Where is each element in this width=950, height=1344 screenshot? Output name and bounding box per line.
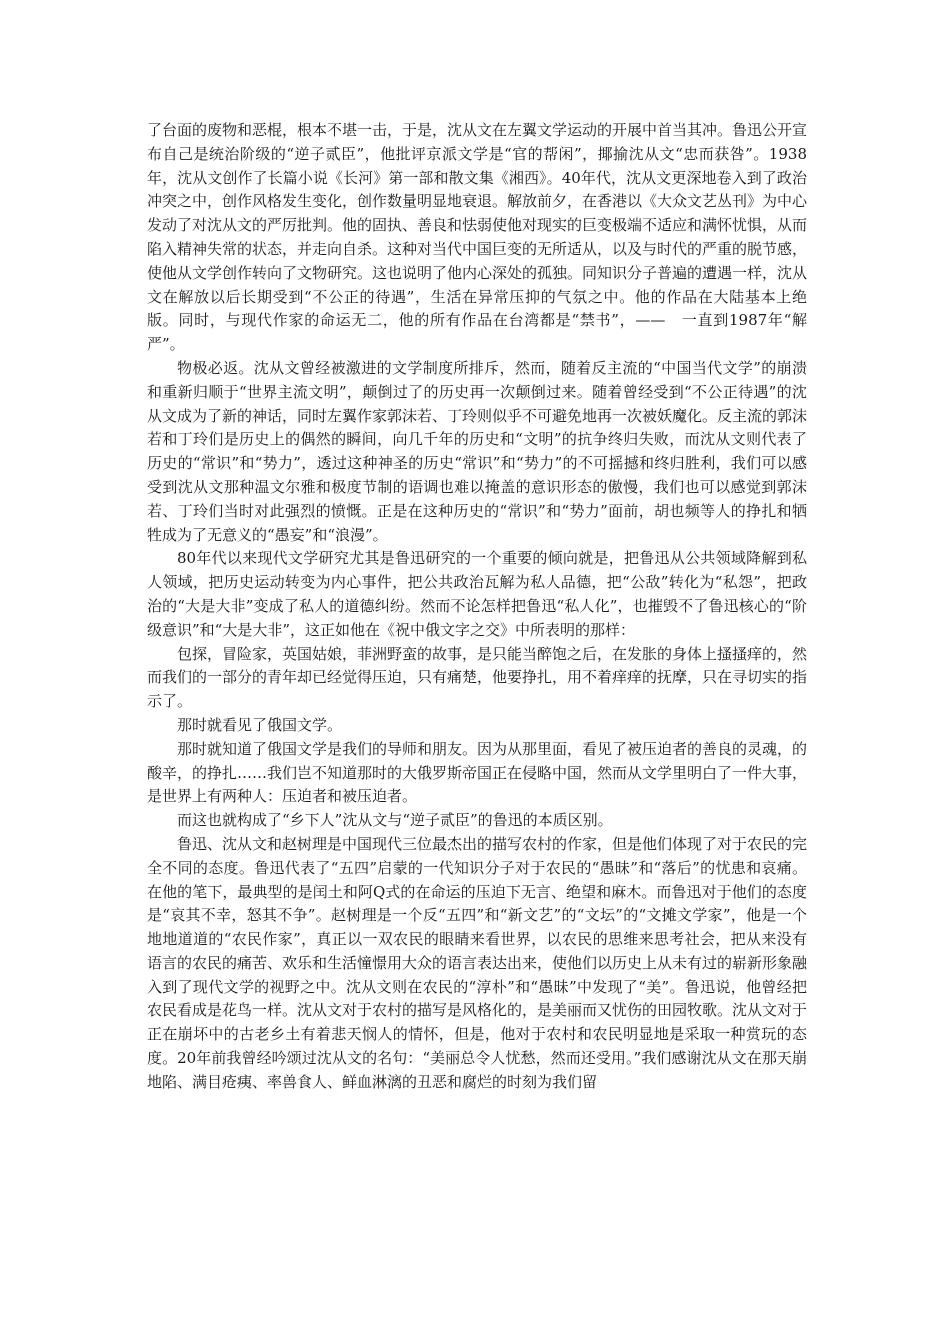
quote-paragraph-3: 那时就知道了俄国文学是我们的导师和朋友。因为从那里面，看见了被压迫者的善良的灵魂，的酸辛，的挣扎……我们岂不知道那时的大俄罗斯帝国正在侵略中国，然而从文学里明白了一件大事，是世界上有两种人：压迫者和被压迫者。 (147, 739, 808, 806)
paragraph-1: 了台面的废物和恶棍，根本不堪一击，于是，沈从文在左翼文学运动的开展中首当其冲。鲁迅公开宣布自己是统治阶级的“逆子贰臣”，他批评京派文学是“官的帮闲”，揶揄沈从文“忠而获咎”。1938年，沈从文创作了长篇小说《长河》第一部和散文集《湘西》。40年代，沈从文更深地卷入到了政治冲突之中，创作风格发生变化，创作数量明显地衰退。解放前夕，在香港以《大众文艺丛刊》为中心发动了对沈从文的严厉批判。他的固执、善良和怯弱使他对现实的巨变极端不适应和满怀忧惧，从而陷入精神失常的状态，并走向自杀。这种对当代中国巨变的无所适从，以及与时代的严重的脱节感，使他从文学创作转向了文物研究。这也说明了他内心深处的孤独。同知识分子普遍的遭遇一样，沈从文在解放以后长期受到“不公正的待遇”，生活在异常压抑的气氛之中。他的作品在大陆基本上绝版。同时，与现代作家的命运无二，他的所有作品在台湾都是“禁书”，—— 一直到1987年“解严”。 (147, 121, 808, 354)
document-body (147, 119, 807, 1095)
quote-paragraph-2: 那时就看见了俄国文学。 (177, 715, 343, 734)
paragraph-2: 物极必返。沈从文曾经被激进的文学制度所排斥，然而，随着反主流的“中国当代文学”的崩溃和重新归顺于“世界主流文明”，颠倒过了的历史再一次颠倒过来。随着曾经受到“不公正待遇”的沈从文成为了新的神话，同时左翼作家郭沫若、丁玲则似乎不可避免地再一次被妖魔化。反主流的郭沫若和丁玲们是历史上的偶然的瞬间，向几千年的历史和“文明”的抗争终归失败，而沈从文则代表了历史的“常识”和“势力”，透过这种神圣的历史“常识”和“势力”的不可摇撼和终归胜利，我们可以感受到沈从文那种温文尔雅和极度节制的语调也难以掩盖的意识形态的傲慢，我们也可以感觉到郭沫若、丁玲们当时对此强烈的愤慨。正是在这种历史的“常识”和“势力”面前，胡也频等人的挣扎和牺牲成为了无意义的“愚妄”和“浪漫”。 (147, 358, 808, 544)
paragraph-3: 80年代以来现代文学研究尤其是鲁迅研究的一个重要的倾向就是，把鲁迅从公共领域降解到私人领域，把历史运动转变为内心事件，把公共政治瓦解为私人品德，把“公敌”转化为“私怨”，把政治的“大是大非”变成了私人的道德纠纷。然而不论怎样把鲁迅“私人化”，也摧毁不了鲁迅核心的“阶级意识”和“大是大非”，这正如他在《祝中俄文字之交》中所表明的那样： (147, 549, 807, 639)
paragraph-5: 鲁迅、沈从文和赵树理是中国现代三位最杰出的描写农村的作家，但是他们体现了对于农民的完全不同的态度。鲁迅代表了“五四”启蒙的一代知识分子对于农民的“愚昧”和“落后”的忧患和哀痛。在他的笔下，最典型的是闰土和阿Q式的在命运的压迫下无言、绝望和麻木。而鲁迅对于他们的态度是“哀其不幸，怒其不争”。赵树理是一个反“五四”和“新文艺”的“文坛”的“文摊文学家”，他是一个地地道道的“农民作家”，真正以一双农民的眼睛来看世界，以农民的思维来思考社会，把从来没有语言的农民的痛苦、欢乐和生活憧憬用大众的语言表达出来，使他们以历史上从未有过的崭新形象融入到了现代文学的视野之中。沈从文则在农民的“淳朴”和“愚昧”中发现了“美”。鲁迅说，他曾经把农民看成是花鸟一样。沈从文对于农村的描写是风格化的，是美丽而又忧伤的田园牧歌。沈从文对于正在崩坏中的古老乡土有着悲天悯人的情怀，但是，他对于农村和农民明显地是采取一种赏玩的态度。20年前我曾经吟颂过沈从文的名句：“美丽总令人忧愁，然而还受用。”我们感谢沈从文在那天崩地陷、满目疮痍、率兽食人、鲜血淋漓的丑恶和腐烂的时刻为我们留 (147, 834, 808, 1091)
quote-paragraph-1: 包探，冒险家，英国姑娘，菲洲野蛮的故事，是只能当醉饱之后，在发胀的身体上搔搔痒的，然而我们的一部分的青年却已经觉得压迫，只有痛楚，他要挣扎，用不着痒痒的抚摩，只在寻切实的指示了。 (147, 644, 808, 711)
paragraph-4: 而这也就构成了“乡下人”沈从文与“逆子贰臣”的鲁迅的本质区别。 (177, 811, 613, 830)
